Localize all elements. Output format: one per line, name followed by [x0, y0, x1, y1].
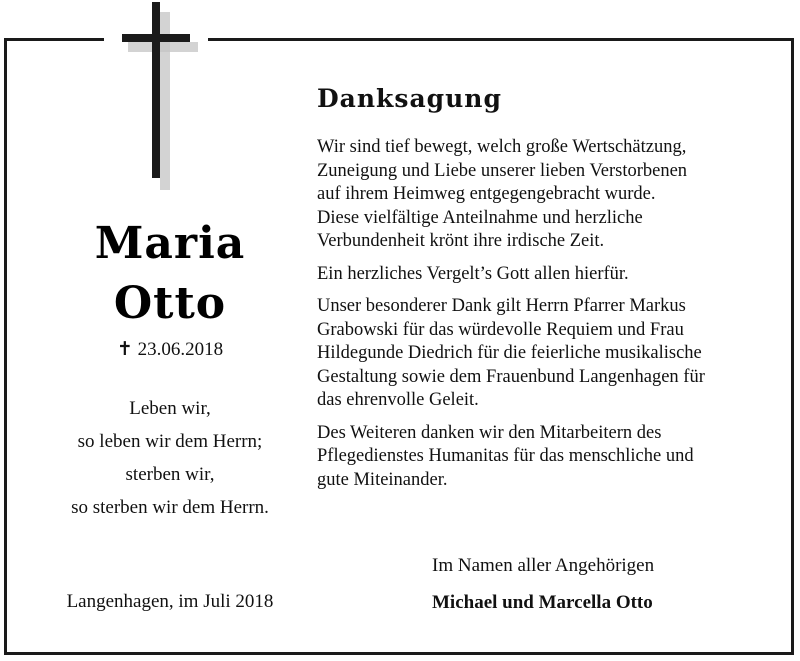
death-cross-icon: ✝	[116, 339, 133, 360]
text-line: Zuneigung und Liebe unserer lieben Verstorbenen	[317, 160, 688, 181]
death-date: 23.06.2018	[137, 339, 224, 360]
signature-intro: Im Namen aller Angehörigen	[432, 555, 655, 576]
text-line: auf ihrem Heimweg entgegengebracht wurde.	[317, 184, 656, 204]
text-line: das ehrenvolle Geleit.	[317, 390, 479, 410]
death-date-line	[40, 338, 300, 361]
text-line: Unser besonderer Dank gilt Herrn Pfarrer Markus	[317, 296, 686, 316]
paragraph	[317, 422, 787, 493]
place-date: Langenhagen, im Juli 2018	[66, 591, 274, 612]
text-line: Verbundenheit krönt ihre irdische Zeit.	[317, 231, 605, 251]
bible-verse	[40, 392, 300, 524]
text-line: Diese vielfältige Anteilnahme und herzliche	[317, 207, 643, 228]
verse-line: sterben wir,	[125, 464, 215, 485]
text-line: Grabowski für das würdevolle Requiem und Frau	[317, 319, 684, 340]
text-line: Hildegunde Diedrich für die feierliche musikalische	[317, 343, 702, 363]
paragraph	[317, 295, 787, 413]
text-line: gute Miteinander.	[317, 469, 448, 490]
verse-line: so leben wir dem Herrn;	[77, 431, 263, 452]
paragraph	[317, 136, 787, 254]
thank-you-text	[317, 136, 787, 501]
text-line: Des Weiteren danken wir den Mitarbeitern des	[317, 422, 662, 443]
verse-line: so sterben wir dem Herrn.	[71, 497, 269, 518]
signature-names: Michael und Marcella Otto	[432, 592, 653, 613]
text-line: Ein herzliches Vergelt’s Gott allen hierfür.	[317, 263, 629, 284]
text-line: Pflegedienstes Humanitas für das menschliche und	[317, 446, 694, 466]
verse-line: Leben wir,	[129, 398, 211, 419]
first-name: Maria	[94, 218, 246, 269]
text-line: Wir sind tief bewegt, welch große Wertschätzung,	[317, 137, 687, 157]
cross-icon	[118, 0, 198, 190]
paragraph	[317, 263, 787, 287]
text-line: Gestaltung sowie dem Frauenbund Langenhagen für	[317, 366, 705, 387]
heading: Danksagung	[317, 84, 502, 113]
last-name: Otto	[113, 278, 227, 329]
